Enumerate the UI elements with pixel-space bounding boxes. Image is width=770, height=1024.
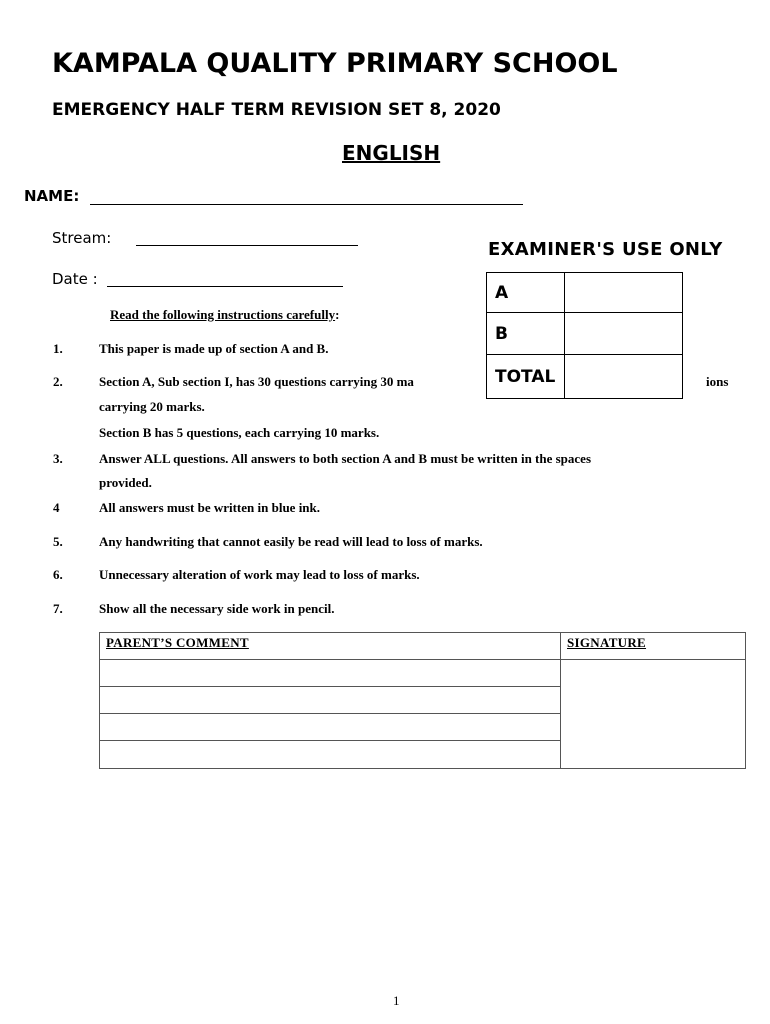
- instruction-number: 2.: [53, 374, 63, 389]
- instruction-number: 7.: [53, 601, 63, 616]
- subject-heading: ENGLISH: [342, 141, 441, 165]
- comment-line[interactable]: [100, 741, 561, 769]
- instruction-text: Unnecessary alteration of work may lead to loss of marks.: [99, 567, 420, 582]
- instruction-number: 6.: [53, 567, 63, 582]
- score-cell[interactable]: [565, 313, 683, 355]
- instruction-number: 4: [53, 500, 60, 515]
- examiner-title: EXAMINER'S USE ONLY: [488, 239, 723, 260]
- instruction-text: provided.: [99, 475, 152, 490]
- instruction-text: Section A, Sub section I, has 30 questions carrying 30 ma: [99, 374, 414, 389]
- date-field-line[interactable]: [107, 286, 343, 287]
- instruction-number: 5.: [53, 534, 63, 549]
- comment-row: [100, 660, 746, 687]
- examiner-score-table: [486, 272, 683, 399]
- score-row-b: [487, 313, 683, 355]
- comment-line[interactable]: [100, 687, 561, 714]
- parent-comment-table: [99, 632, 746, 769]
- parent-comment-header: PARENT’S COMMENT: [100, 633, 561, 660]
- score-cell[interactable]: [565, 273, 683, 313]
- name-field-line[interactable]: [90, 204, 523, 205]
- score-cell[interactable]: [565, 355, 683, 399]
- instruction-text: carrying 20 marks.: [99, 399, 205, 414]
- score-row-total: [487, 355, 683, 399]
- score-label: TOTAL: [487, 355, 565, 399]
- instruction-text: Answer ALL questions. All answers to both section A and B must be written in the spaces: [99, 451, 592, 466]
- instructions-heading: [110, 307, 339, 323]
- instruction-text: This paper is made up of section A and B.: [99, 341, 329, 356]
- instruction-text: Show all the necessary side work in pencil.: [99, 601, 335, 616]
- instruction-number: 3.: [53, 451, 63, 466]
- instruction-text-overflow: ions: [706, 374, 729, 389]
- instructions-heading-text: Read the following instructions carefully: [110, 307, 336, 322]
- score-label: A: [487, 273, 565, 313]
- instructions-heading-colon: :: [335, 307, 340, 322]
- exam-title: EMERGENCY HALF TERM REVISION SET 8, 2020: [52, 100, 501, 120]
- instruction-text: Section B has 5 questions, each carrying 10 marks.: [99, 425, 380, 440]
- date-label: Date :: [52, 270, 98, 288]
- stream-label: Stream:: [52, 229, 112, 247]
- instruction-text: Any handwriting that cannot easily be read will lead to loss of marks.: [99, 534, 483, 549]
- instruction-number: 1.: [53, 341, 63, 356]
- stream-field-line[interactable]: [136, 245, 358, 246]
- parent-table-header-row: [100, 633, 746, 660]
- signature-header: SIGNATURE: [561, 633, 746, 660]
- score-row-a: [487, 273, 683, 313]
- page-number: 1: [393, 993, 400, 1008]
- comment-line[interactable]: [100, 714, 561, 741]
- comment-line[interactable]: [100, 660, 561, 687]
- school-name: KAMPALA QUALITY PRIMARY SCHOOL: [52, 48, 618, 79]
- signature-box[interactable]: [561, 660, 746, 769]
- name-label: NAME:: [24, 187, 80, 205]
- score-label: B: [487, 313, 565, 355]
- instruction-text: All answers must be written in blue ink.: [99, 500, 321, 515]
